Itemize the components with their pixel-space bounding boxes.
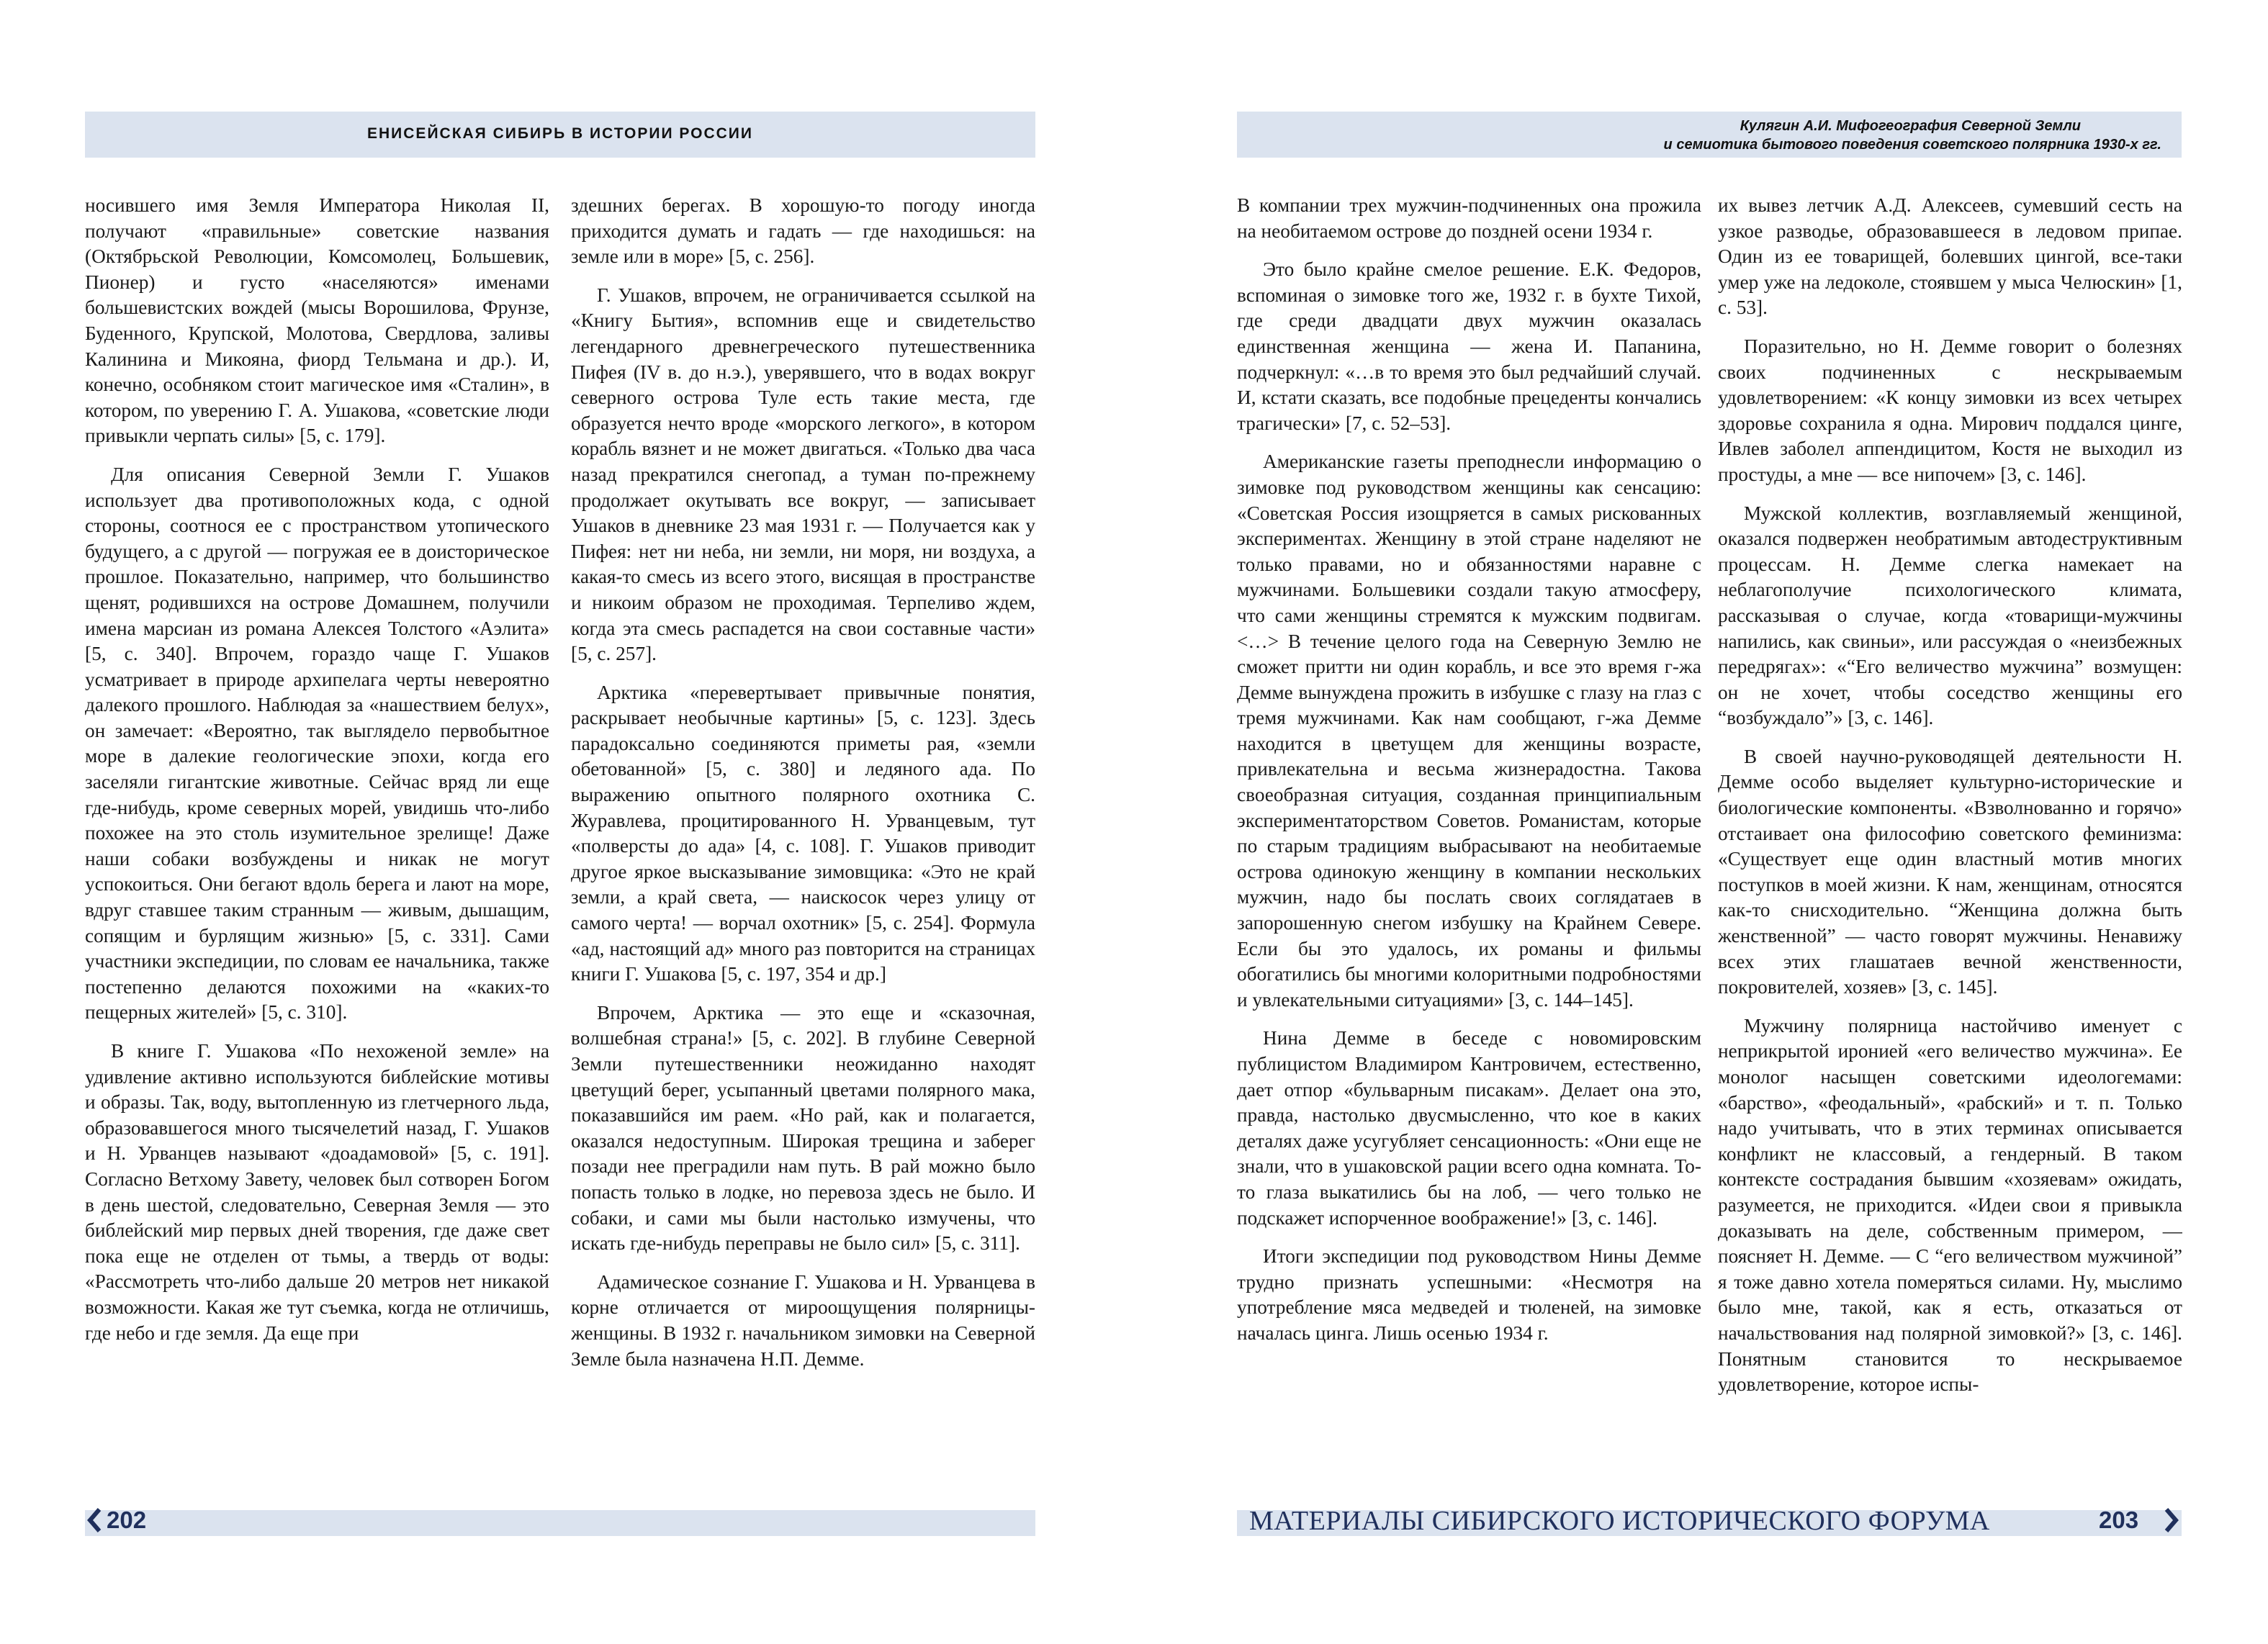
paragraph: Нина Демме в беседе с новомировским публицистом Владимиром Кантровичем, естественно, дает отпор «бульварным писакам». Делает она это, правда, настолько двусмысленно, что кое в каких деталях даже усугубляет сенсационность: «Они еще не знали, что в ушаковской рации всего одна комната. То-то глаза выкатились бы на лоб, — чего только не подскажет испорченное воображение!» [3, с. 146]. [1237, 1027, 1701, 1229]
paragraph: Итоги экспедиции под руководством Нины Демме трудно признать успешными: «Несмотря на употребление мяса медведей и тюленей, на зимовке началась цинга. Лишь осенью 1934 г. [1237, 1245, 1701, 1344]
paragraph: здешних берегах. В хорошую-то погоду иногда приходится думать и гадать — где находишься: на земле или в море» [5, с. 256]. [571, 194, 1035, 268]
paragraph: Арктика «перевертывает привычные понятия, раскрывает необычные картины» [5, с. 123]. Здесь парадоксально соединяются приметы рая, «земли обетованной» [5, с. 380] и ледяного ада. По выражению опытного полярного охотника С. Журавлева, процитированного Н. Урванцевым, тут «полверсты до ада» [4, с. 108]. Г. Ушаков приводит другое яркое высказывание зимовщика: «Это не край земли, а край света, — наискосок через улицу от самого черта! — ворчал охотник» [5, с. 254]. Формула «ад, настоящий ад» много раз повторится на страницах книги Г. Ушакова [5, с. 197, 354 и др.] [571, 681, 1035, 985]
paragraph: Поразительно, но Н. Демме говорит о болезнях своих подчиненных с нескрываемым удовлетворением: «К концу зимовки из всех четырех здоровье сохранила я одна. Мирович поддался цинге, Ивлев заболел аппендицитом, Костя не выходил из простуды, а мне — все нипочем» [3, с. 146]. [1718, 335, 2182, 485]
right-page [1134, 0, 2268, 1644]
chevron-left-icon [85, 1507, 104, 1533]
running-header [85, 112, 1035, 158]
paragraph: их вывез летчик А.Д. Алексеев, сумевший сесть на узкое разводье, образовавшееся в ледовом припае. Один из ее товарищей, болевших цингой, все-таки умер уже на ледоколе, стоявшем у мыса Челюскин» [1, с. 53]. [1718, 194, 2182, 319]
footer-band [85, 1510, 1035, 1536]
footer-series-title: МАТЕРИАЛЫ СИБИРСКОГО ИСТОРИЧЕСКОГО ФОРУМА [1249, 1506, 1990, 1536]
chevron-right-icon [2162, 1507, 2181, 1533]
paragraph: В своей научно-руководящей деятельности Н. Демме особо выделяет культурно-исторические и биологические компоненты. «Взволнованно и горячо» отстаивает она философию советского феминизма: «Существует еще один властный мотив многих поступков в моей жизни. К нам, женщинам, относятся как-то снисходительно. “Женщина должна быть женственной” — часто говорят мужчины. Ненавижу всех этих глашатаев вечной женственности, покровителей, хозяев» [3, с. 145]. [1718, 745, 2182, 998]
running-header-line-1: Кулягин А.И. Мифогеография Северной Земли [1740, 118, 2081, 134]
text-column-2 [1718, 193, 2182, 1510]
paragraph: Г. Ушаков, впрочем, не ограничивается ссылкой на «Книгу Бытия», вспомнив еще и свидетельство легендарного древнегреческого путешественника Пифея (IV в. до н.э.), уверявшего, что в водах вокруг северного острова Туле есть такие места, где образуется нечто вроде «морского легкого», в котором корабль вязнет и не может двигаться. «Только два часа назад прекратился снегопад, а туман по-прежнему продолжает окутывать все вокруг, — записывает Ушаков в дневнике 23 мая 1931 г. — Получается как у Пифея: нет ни неба, ни земли, ни моря, ни воздуха, а какая-то смесь из всего этого, висящая в пространстве и никоим образом не проходимая. Терпеливо ждем, когда эта смесь распадется на свои составные части» [5, с. 257]. [571, 284, 1035, 665]
page-number: 202 [107, 1507, 147, 1533]
text-column-1 [85, 193, 549, 1510]
page-number: 203 [2099, 1507, 2139, 1533]
paragraph: Адамическое сознание Г. Ушакова и Н. Урванцева в корне отличается от мироощущения полярницы-женщины. В 1932 г. начальником зимовки на Северной Земле была назначена Н.П. Демме. [571, 1270, 1035, 1370]
paragraph: Американские газеты преподнесли информацию о зимовке под руководством женщины как сенсацию: «Советская Россия изощряется в самых рискованных экспериментах. Женщину в этой стране наделяют не только правами, но и обязанностями наравне с мужчинами. Большевики создали такую атмосферу, что сами женщины стремятся к мужским подвигам. <…> В течение целого года на Северную Землю не сможет притти ни один корабль, и все это время г-жа Демме вынуждена прожить в избушке с глазу на глаз с тремя мужчинами. Как нам сообщают, г-жа Демме находится в цветущем для женщины возрасте, привлекательна и весьма жизнерадостна. Такова своеобразная ситуация, созданная принципиальным экспериментаторством Советов. Романистам, которые по старым традициям выбрасывают на необитаемые острова одинокую женщину в компании нескольких мужчин, надо бы послать своих соглядатаев в запорошенную снегом избушку на Крайнем Севере. Если бы это удалось, их романы и фильмы обогатились бы многими колоритными подробностями и увлекательными ситуациями» [3, с. 144–145]. [1237, 451, 1701, 1011]
paragraph: носившего имя Земля Императора Николая II, получают «правильные» советские названия (Октябрьской Революции, Комсомолец, Большевик, Пионер) и густо «населяются» именами большевистских вождей (мысы Ворошилова, Фрунзе, Буденного, Крупской, Молотова, Свердлова, заливы Калинина и Микояна, фиорд Тельмана и др.). И, конечно, особняком стоит магическое имя «Сталин», в котором, по уверению Г. А. Ушакова, «советские люди привыкли черпать силы» [5, с. 179]. [85, 194, 549, 447]
text-column-2 [571, 193, 1035, 1510]
paragraph: Мужчину полярница настойчиво именует с неприкрытой иронией «его величество мужчина». Ее монолог насыщен советскими идеологемами: «барство», «феодальный», «рабский» и т. п. Только надо учитывать, что в этих терминах описывается конфликт не классовый, а гендерный. В таком контексте сострадания бывшим «хозяевам» ожидать, разумеется, не приходится. «Идеи свои я привыкла доказывать на деле, собственным примером, — поясняет Н. Демме. — С “его величеством мужчиной” я тоже давно хотела померяться силами. Ну, мыслимо было мне, такой, как я есть, отказаться от начальствования над полярной зимовкой?» [3, с. 146]. Понятным становится то нескрываемое удовлетворение, которое испы- [1718, 1014, 2182, 1396]
paragraph: Впрочем, Арктика — это еще и «сказочная, волшебная страна!» [5, с. 202]. В глубине Северной Земли путешественники неожиданно находят цветущий берег, усыпанный цветами полярного мака, показавшийся им раем. «Но рай, как и полагается, оказался недоступным. Широкая трещина и заберег позади нее преградили нам путь. В рай можно было попасть только в лодке, но перевоза здесь не было. И собаки, и сами мы были настолько измучены, что искать где-нибудь переправы не было сил» [5, с. 311]. [571, 1001, 1035, 1255]
running-header [1237, 112, 2182, 158]
text-column-1 [1237, 193, 1701, 1510]
running-header-title: ЕНИСЕЙСКАЯ СИБИРЬ В ИСТОРИИ РОССИИ [367, 125, 753, 142]
paragraph: Это было крайне смелое решение. Е.К. Федоров, вспоминая о зимовке того же, 1932 г. в бухте Тихой, где среди двадцати двух мужчин оказалась единственная женщина — жена И. Папанина, подчеркнул: «…в то время это был редчайший случай. И, кстати сказать, все подобные прецеденты кончались трагически» [7, с. 52–53]. [1237, 258, 1701, 434]
paragraph: Мужской коллектив, возглавляемый женщиной, оказался подвержен необратимым автодеструктивным процессам. Н. Демме слегка намекает на неблагополучие психологического климата, рассказывая о случае, когда «товарищи-мужчины напились, как свиньи», или рассуждая о «неизбежных передрягах»: «“Его величество мужчина” возмущен: он не хочет, чтобы соседство женщины его “возбуждало”» [3, с. 146]. [1718, 502, 2182, 729]
paragraph: В книге Г. Ушакова «По нехоженой земле» на удивление активно используются библейские мотивы и образы. Так, воду, вытопленную из глетчерного льда, образовавшегося много тысячелетий назад, Г. Ушаков и Н. Урванцев называют «доадамовой» [5, с. 191]. Согласно Ветхому Завету, человек был сотворен Богом в день шестой, следовательно, Северная Земля — это библейский мир первых дней творения, где даже свет пока еще не отделен от тьмы, а твердь от воды: «Рассмотреть что-либо дальше 20 метров нет никакой возможности. Какая же тут съемка, когда не отличишь, где небо и где земля. Да еще при [85, 1040, 549, 1344]
paragraph: В компании трех мужчин-подчиненных она прожила на необитаемом острове до поздней осени 1934 г. [1237, 194, 1701, 242]
running-header-line-2: и семиотика бытового поведения советского полярника 1930-х гг. [1663, 137, 2161, 153]
paragraph: Для описания Северной Земли Г. Ушаков использует два противоположных кода, с одной стороны, соотнося ее с пространством утопического будущего, а с другой — погружая ее в доисторическое прошлое. Показательно, например, что большинство щенят, родившихся на острове Домашнем, получили имена марсиан из романа Алексея Толстого «Аэлита» [5, с. 340]. Впрочем, гораздо чаще Г. Ушаков усматривает в природе архипелага черты невероятно далекого прошлого. Наблюдая за «нашествием белух», он замечает: «Вероятно, так выглядело первобытное море в далекие геологические эпохи, когда его заселяли гигантские животные. Сейчас вряд ли еще где-нибудь, кроме северных морей, увидишь что-либо похожее на это столь изумительное зрелище! Даже наши собаки возбуждены и никак не могут успокоиться. Они бегают вдоль берега и лают на море, вдруг ставшее таким странным — живым, дышащим, сопящим и бурлящим жизнью» [5, с. 331]. Сами участники экспедиции, по словам ее начальника, также постепенно делаются похожими на «каких-то пещерных жителей» [5, с. 310]. [85, 463, 549, 1024]
